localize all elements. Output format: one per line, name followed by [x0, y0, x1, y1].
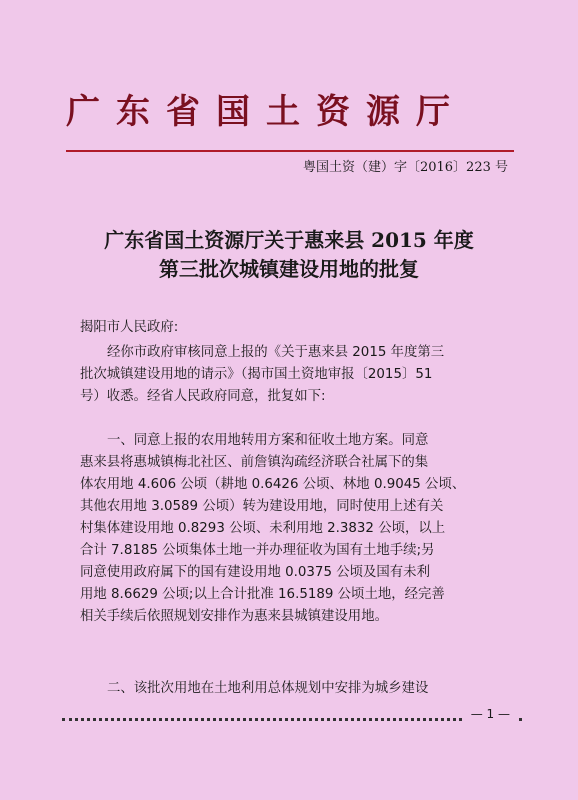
- body-paragraph-1: [80, 342, 520, 408]
- footer-rule: [62, 718, 522, 721]
- text-line: 村集体建设用地 0.8293 公顷、未利用地 2.3832 公顷，以上: [80, 521, 446, 536]
- text-line: 合计 7.8185 公顷集体土地一并办理征收为国有土地手续;另: [80, 543, 435, 558]
- text-line: 批次城镇建设用地的请示》（揭市国土资地审报〔2015〕51: [80, 367, 433, 382]
- body-paragraph-2: [80, 430, 520, 628]
- document-title-line-1: 广东省国土资源厅关于惠来县 2015 年度: [104, 228, 474, 252]
- text-line: 用地 8.6629 公顷;以上合计批准 16.5189 公顷土地，经完善: [80, 587, 445, 602]
- text-line: 其他农用地 3.0589 公顷）转为建设用地，同时使用上述有关: [80, 499, 444, 514]
- text-line: 相关手续后依照规划安排作为惠来县城镇建设用地。: [80, 609, 388, 624]
- text-line: 号）收悉。经省人民政府同意，批复如下:: [80, 389, 326, 404]
- agency-title: 广东省国土资源厅: [66, 92, 466, 132]
- red-header-rule: [66, 150, 514, 152]
- document-title-line-2: 第三批次城镇建设用地的批复: [159, 257, 419, 281]
- text-line: 惠来县将惠城镇梅北社区、前詹镇沟疏经济联合社属下的集: [80, 455, 429, 470]
- text-line: 经你市政府审核同意上报的《关于惠来县 2015 年度第三: [107, 345, 445, 360]
- body-paragraph-3: [80, 678, 520, 700]
- document-number: 粤国土资（建）字〔2016〕223 号: [302, 160, 508, 175]
- text-line: 一、同意上报的农用地转用方案和征收土地方案。同意: [107, 433, 429, 448]
- text-line: 体农用地 4.606 公顷（耕地 0.6426 公顷、林地 0.9045 公顷、: [80, 477, 466, 492]
- text-line: 同意使用政府属下的国有建设用地 0.0375 公顷及国有未利: [80, 565, 430, 580]
- salutation: 揭阳市人民政府:: [80, 320, 179, 335]
- text-line: 二、该批次用地在土地利用总体规划中安排为城乡建设: [107, 681, 429, 696]
- page-number: — 1 —: [465, 706, 516, 722]
